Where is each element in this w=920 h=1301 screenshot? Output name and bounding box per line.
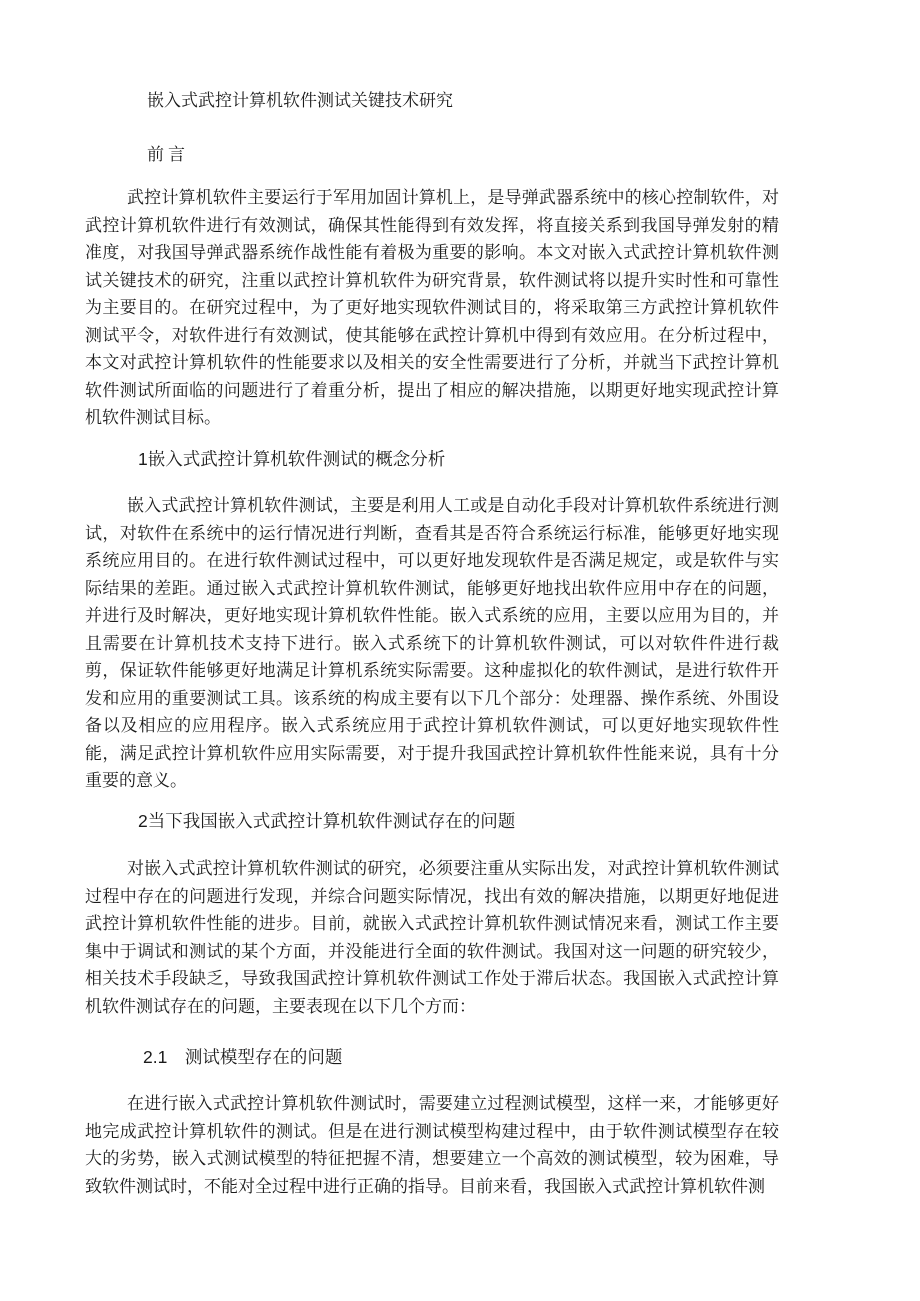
section-2-1-heading: 2.1 测试模型存在的问题	[143, 1047, 343, 1067]
preface-paragraph: 武控计算机软件主要运行于军用加固计算机上，是导弹武器系统中的核心控制软件，对武控计算机软件进行有效测试，确保其性能得到有效发挥，将直接关系到我国导弹发射的精准度，对我国导弹武器系统作战性能有着极为重要的影响。本文对嵌入式武控计算机软件测试关键技术的研究，注重以武控计算机软件为研究背景，软件测试将以提升实时性和可靠性为主要目的。在研究过程中，为了更好地实现软件测试目的，将采取第三方武控计算机软件测试平令，对软件进行有效测试，使其能够在武控计算机中得到有效应用。在分析过程中，本文对武控计算机软件的性能要求以及相关的安全性需要进行了分析，并就当下武控计算机软件测试所面临的问题进行了着重分析，提出了相应的解决措施，以期更好地实现武控计算机软件测试目标。	[85, 188, 779, 427]
section-2-paragraph: 对嵌入式武控计算机软件测试的研究，必须要注重从实际出发，对武控计算机软件测试过程中存在的问题进行发现，并综合问题实际情况，找出有效的解决措施，以期更好地促进武控计算机软件性能的进步。目前，就嵌入式武控计算机软件测试情况来看，测试工作主要集中于调试和测试的某个方面，并没能进行全面的软件测试。我国对这一问题的研究较少，相关技术手段缺乏，导致我国武控计算机软件测试工作处于滞后状态。我国嵌入式武控计算机软件测试存在的问题，主要表现在以下几个方而：	[85, 859, 779, 1016]
section-2-1-paragraph: 在进行嵌入式武控计算机软件测试时，需要建立过程测试模型，这样一来，才能够更好地完成武控计算机软件的测试。但是在进行测试模型构建过程中，由于软件测试模型存在较大的劣势，嵌入式测试模型的特征把握不清，想要建立一个高效的测试模型，较为困难，导致软件测试时，不能对全过程中进行正确的指导。目前来看，我国嵌入式武控计算机软件测	[85, 1094, 779, 1196]
section-1-paragraph: 嵌入式武控计算机软件测试，主要是利用人工或是自动化手段对计算机软件系统进行测试，对软件在系统中的运行情况进行判断，查看其是否符合系统运行标准，能够更好地实现系统应用目的。在进行软件测试过程中，可以更好地发现软件是否满足规定，或是软件与实际结果的差距。通过嵌入式武控计算机软件测试，能够更好地找出软件应用中存在的问题，并进行及时解决，更好地实现计算机软件性能。嵌入式系统的应用，主要以应用为目的，并且需要在计算机技术支持下进行。嵌入式系统下的计算机软件测试，可以对软件件进行裁剪，保证软件能够更好地满足计算机系统实际需要。这种虚拟化的软件测试，是进行软件开发和应用的重要测试工具。该系统的构成主要有以下几个部分：处理器、操作系统、外围设备以及相应的应用程序。嵌入式系统应用于武控计算机软件测试，可以更好地实现软件性能，满足武控计算机软件应用实际需要，对于提升我国武控计算机软件性能来说，具有十分重要的意义。	[85, 496, 779, 790]
section-1-heading: 1嵌入式武控计算机软件测试的概念分析	[138, 449, 446, 469]
section-2-heading: 2当下我国嵌入式武控计算机软件测试存在的问题	[138, 811, 516, 831]
preface-heading: 前言	[147, 145, 189, 164]
document-title: 嵌入式武控计算机软件测试关键技术研究	[147, 91, 453, 110]
